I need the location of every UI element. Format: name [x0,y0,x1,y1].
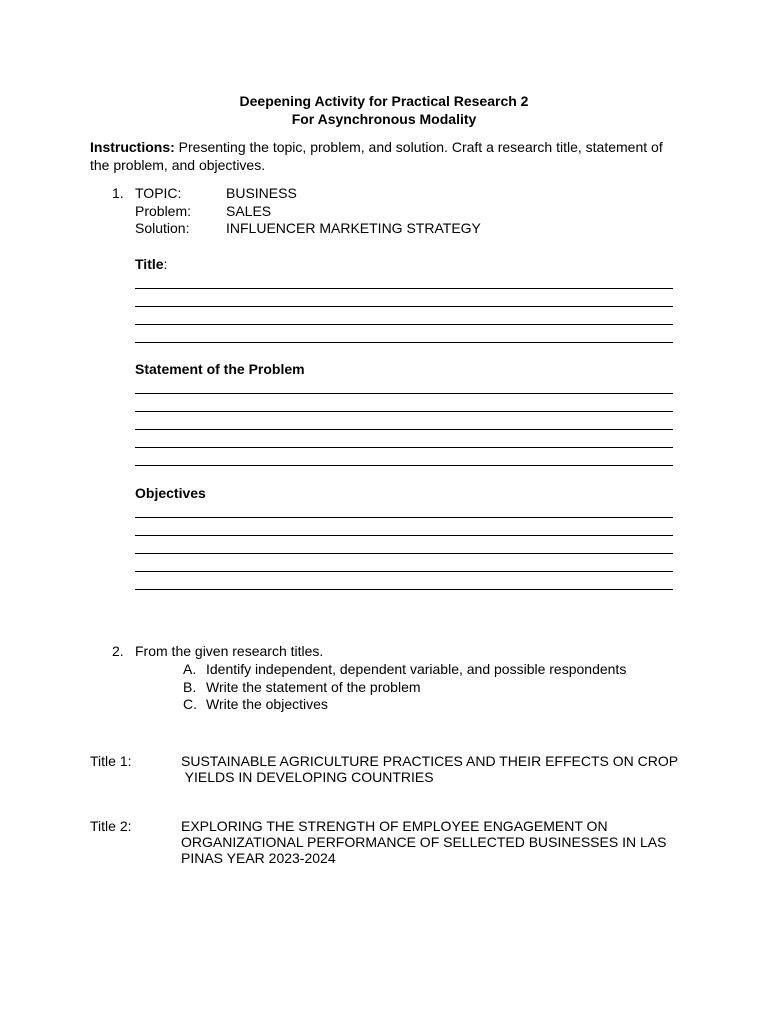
document-subtitle: For Asynchronous Modality [291,111,477,127]
subitem-a-letter: A. [183,661,197,677]
title-heading [135,256,167,272]
title-colon: : [163,256,168,272]
item-1-number: 1. [112,185,124,201]
title-2-line-3: PINAS YEAR 2023-2024 [181,850,336,866]
answer-line[interactable] [135,500,673,518]
instructions-text-2: the problem, and objectives. [90,157,266,173]
title-label: Title [135,256,164,272]
title-1-line-1: SUSTAINABLE AGRICULTURE PRACTICES AND THEIR EFFECTS ON CROP [181,753,679,769]
answer-line[interactable] [135,430,673,448]
sop-heading: Statement of the Problem [135,361,305,377]
document-title: Deepening Activity for Practical Research 2 [239,93,529,109]
answer-line[interactable] [135,448,673,466]
answer-line[interactable] [135,325,673,343]
answer-line[interactable] [135,572,673,590]
instructions-text-1: Presenting the topic, problem, and solution. Craft a research title, statement of [174,139,663,155]
item-2-number: 2. [112,643,124,659]
title-1-line-2: YIELDS IN DEVELOPING COUNTRIES [181,769,434,785]
title-2-line-1: EXPLORING THE STRENGTH OF EMPLOYEE ENGAGEMENT ON [181,818,608,834]
answer-line[interactable] [135,536,673,554]
sop-answer-lines[interactable] [135,376,673,466]
subitem-c-text: Write the objectives [206,696,328,712]
answer-line[interactable] [135,412,673,430]
answer-line[interactable] [135,394,673,412]
objectives-answer-lines[interactable] [135,500,673,590]
answer-line[interactable] [135,376,673,394]
item-2-text: From the given research titles. [135,643,324,659]
subitem-c-letter: C. [183,696,197,712]
subitem-b-letter: B. [183,679,197,695]
instructions-line-1 [90,139,663,155]
answer-line[interactable] [135,289,673,307]
subitem-b-text: Write the statement of the problem [206,679,421,695]
answer-line[interactable] [135,518,673,536]
subitem-a-text: Identify independent, dependent variable, and possible respondents [206,661,627,677]
answer-line[interactable] [135,271,673,289]
problem-value: SALES [226,203,272,219]
solution-value: INFLUENCER MARKETING STRATEGY [226,220,481,236]
solution-label: Solution: [135,220,190,236]
objectives-heading: Objectives [135,485,206,501]
title-answer-lines[interactable] [135,271,673,343]
answer-line[interactable] [135,554,673,572]
answer-line[interactable] [135,307,673,325]
topic-value: BUSINESS [226,185,297,201]
title-2-line-2: ORGANIZATIONAL PERFORMANCE OF SELLECTED BUSINESSES IN LAS [181,834,667,850]
title-2-label: Title 2: [90,818,132,834]
topic-label: TOPIC: [135,185,182,201]
title-1-label: Title 1: [90,753,132,769]
problem-label: Problem: [135,203,192,219]
instructions-label: Instructions: [90,139,175,155]
